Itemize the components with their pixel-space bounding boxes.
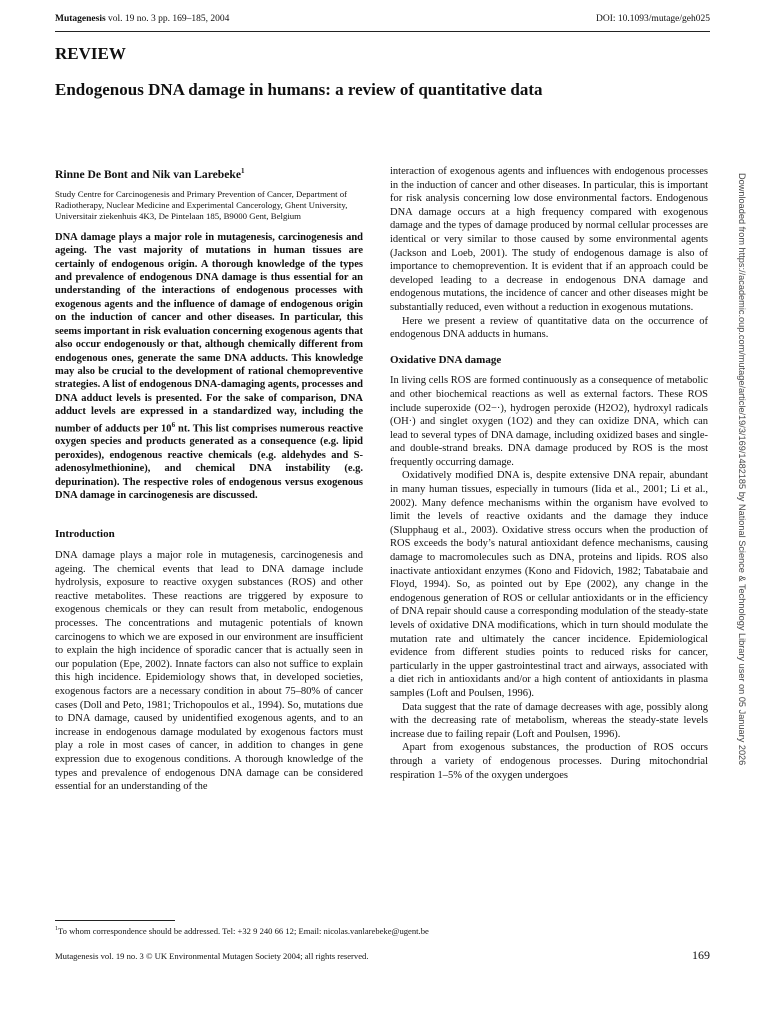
- download-watermark: [735, 173, 751, 853]
- copyright-line: Mutagenesis vol. 19 no. 3 © UK Environmental Mutagen Society 2004; all rights reserved.: [55, 951, 369, 961]
- article-title: Endogenous DNA damage in humans: a review of quantitative data: [55, 80, 543, 99]
- authors: Rinne De Bont and Nik van Larebeke$^1$: [55, 167, 245, 181]
- abstract: DNA damage plays a major role in mutagenesis, carcinogenesis and ageing. The vast majority of mutations in human tissues are certainly of endogenous origin. A thorough knowledge of the types and prevalence of endogenous DNA damage is thus essential for an understanding of the interactions of endogenous processes with exogenous agents and the influence of damage of endogenous origin on the induction of cancer and other diseases. In particular, this seems important in risk evaluation concerning exogenous agents that also occur endogenously or that, although chemically different from endogenous ones, generate the same DNA adducts. This knowledge may also be crucial to the development of rational chemopreventive strategies. A list of endogenous DNA-damaging agents, processes and DNA adduct levels is presented. For the sake of comparison, DNA adduct levels are expressed in a standardized way, including the number of adducts per $10^6$ nt. This list comprises numerous reactive oxygen species and products generated as a consequence (e.g. lipid peroxides), endogenous reactive chemicals (e.g. aldehydes and S-adenosylmethionine), and chemical DNA instability (e.g. depurination). The respective roles of endogenous versus exogenous DNA damage in carcinogenesis are discussed.: [55, 231, 363, 502]
- doi: DOI: 10.1093/mutage/geh025: [596, 14, 710, 24]
- body-paragraph: Here we present a review of quantitative data on the occurrence of endogenous DNA adducts in humans.: [390, 315, 708, 341]
- left-column: [55, 165, 363, 794]
- footnote: $^1$To whom correspondence should be addressed. Tel: +32 9 240 66 12; Email: nicolas.vanlarebeke@ugent.be: [55, 926, 429, 936]
- body-paragraph: interaction of exogenous agents and influences with endogenous processes in the induction of cancer and other diseases. In particular, this is important for risk analysis concerning low dose environmental factors. Endogenous DNA damage occurs at a high frequency compared with exogenous damage and the types of damage produced by normal cellular processes are identical or very similar to those caused by some environmental agents (Jackson and Loeb, 2001). The study of endogenous damage is also of importance to chemoprevention. It is evident that if an approach could be developed leading to a decrease in endogenous DNA damage and endogenous mutations, the incidence of cancer and other diseases might be substantially reduced, even without a reduction in exogenous mutations.: [390, 166, 708, 313]
- page-footer: [55, 948, 710, 963]
- running-head: [55, 14, 710, 24]
- body-paragraph: Apart from exogenous substances, the production of ROS occurs through a variety of endogenous processes. During mitochondrial respiration 1–5% of the oxygen undergoes: [390, 742, 708, 781]
- author-footnote-mark: 1: [240, 167, 245, 175]
- body-paragraph: Oxidatively modified DNA is, despite extensive DNA repair, abundant in many human tissues, especially in tumours (Iida et al., 2001; Li et al., 2002). Many defence mechanisms within the organism have evolved to limit the levels of reactive oxidants and the damage they induce (Slupphaug et al., 2003). Oxidative stress occurs when the production of ROS exceeds the body’s natural antioxidant defence mechanisms, causing damage to macromolecules such as DNA, proteins and lipids. ROS also inactivate antioxidant enzymes (Kono and Fidovich, 1982; Tabatabaie and Floyd, 1994). So, as pointed out by Epe (2002), any change in the endogenous generation of ROS or cellular antioxidants or in the efficiency of DNA repair should cause a corresponding modulation of the steady-state levels of oxidative DNA modifications, which in turn should modulate the mutation rate and ultimately the cancer incidence. Epidemiological evidence from different studies points to reduced risks for cancer, particularly in the upper gastrointestinal tract and airways, associated with a diet rich in antioxidants and/or a high content of antioxidants in plasma samples (Loft and Poulsen, 1996).: [390, 470, 708, 699]
- header-rule: [55, 31, 710, 32]
- affiliation: Study Centre for Carcinogenesis and Primary Prevention of Cancer, Department of Radiotherapy, Nuclear Medicine and Experimental Cancerology, Ghent University, Universitair ziekenhuis 4K3, De Pintelaan 185, B9000 Gent, Belgium: [55, 189, 348, 222]
- introduction-heading: Introduction: [55, 528, 115, 541]
- body-paragraph: Data suggest that the rate of damage decreases with age, possibly along with the decreasing rate of metabolism, whereas the steady-state levels increase due to failing repair (Loft and Poulsen, 1996).: [390, 701, 708, 740]
- body-paragraph: In living cells ROS are formed continuously as a consequence of metabolic and other biochemical reactions as well as external factors. These ROS include superoxide (O2−·), hydrogen peroxide (H2O2), hydroxyl radicals (OH·) and singlet oxygen (1O2) and they can oxidize DNA, which can lead to several types of DNA damage, including oxidized bases and single- and double-strand breaks. DNA damage produced by ROS is the most frequently occurring damage.: [390, 375, 708, 468]
- journal-citation: Mutagenesis vol. 19 no. 3 pp. 169–185, 2004: [55, 14, 230, 24]
- footnote-rule: [55, 920, 175, 921]
- section-label: REVIEW: [55, 44, 126, 63]
- watermark-text: Downloaded from https://academic.oup.com/mutage/article/19/3/169/1482185 by National Science & Technology Library user on 05 January 2026: [737, 173, 747, 766]
- introduction-paragraph: DNA damage plays a major role in mutagenesis, carcinogenesis and ageing. The chemical events that lead to DNA damage include hydrolysis, exposure to reactive oxygen substances (ROS) and other reactive metabolites. These reactions are triggered by exposure to exogenous chemicals or they can result from metabolic, endogenous processes. The concentrations and mutagenic potentials of known carcinogens to which we are exposed in our environment are insufficient to explain the high incidence of sporadic cancer that is actually seen in our population (Epe, 2002). Innate factors can also not suffice to explain this high incidence. Epidemiology shows that, in developed societies, exogenous factors are a necessary condition in about 75–80% of cancer cases (Doll and Peto, 1981; Trichopoulos et al., 1994). So, mutations due to DNA damage, caused by unidentified exogenous agents, and to an increase in endogenous damage modulated by exogenous factors must play a role in most cases of cancer, in addition to changes in gene expression due to exogenous conditions. A thorough knowledge of the types and prevalence of endogenous DNA damage can be considered essential for an understanding of the: [55, 550, 363, 793]
- page-number: 169: [692, 948, 710, 962]
- oxidative-damage-heading: Oxidative DNA damage: [390, 353, 502, 366]
- right-column: [390, 165, 708, 782]
